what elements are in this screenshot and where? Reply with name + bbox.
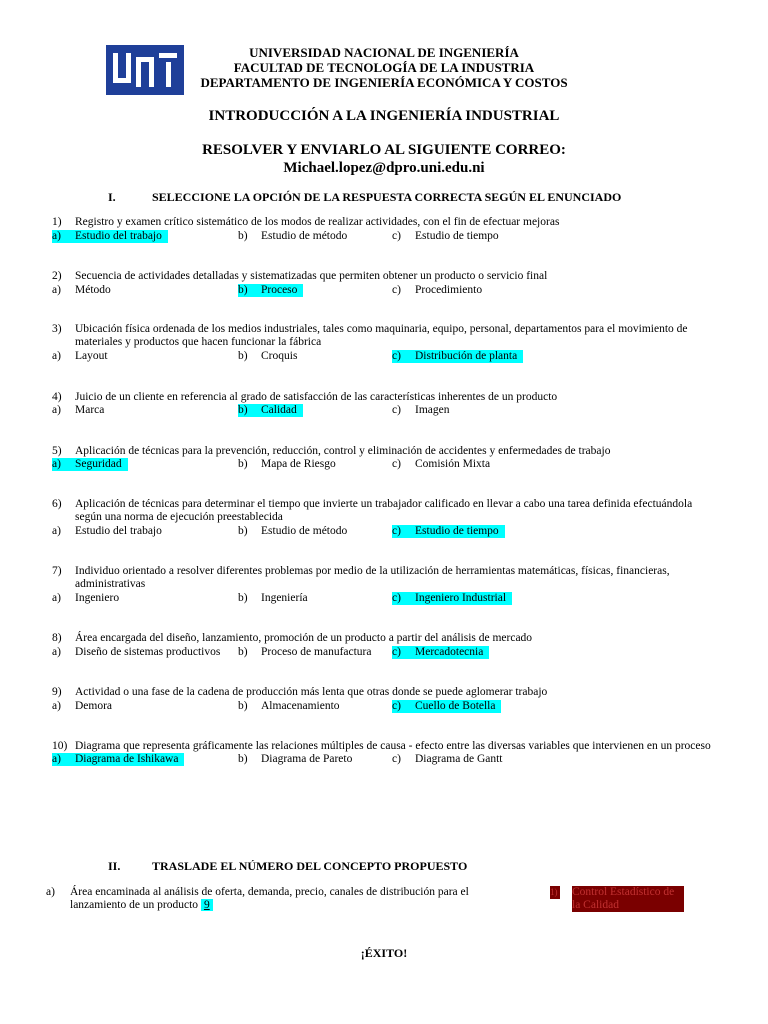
option-letter: c) <box>392 350 401 362</box>
option-c[interactable] <box>392 753 509 766</box>
question-text: Aplicación de técnicas para la prevención, reducción, control y eliminación de accidentes y enfermedades de trabajo <box>75 445 611 457</box>
option-text: Demora <box>75 700 113 712</box>
option-letter: b) <box>238 525 248 537</box>
option-b[interactable] <box>238 525 353 538</box>
option-b[interactable] <box>238 230 353 243</box>
option-letter: a) <box>52 458 61 470</box>
option-c[interactable] <box>392 350 523 363</box>
option-letter: c) <box>392 230 401 242</box>
option-c[interactable] <box>392 404 455 417</box>
option-a[interactable] <box>52 646 226 659</box>
option-letter: c) <box>392 284 401 296</box>
option-letter: c) <box>392 404 401 416</box>
option-letter: c) <box>392 592 401 604</box>
option-text: Diagrama de Ishikawa <box>75 753 179 765</box>
course-title: INTRODUCCIÓN A LA INGENIERÍA INDUSTRIAL <box>208 108 560 124</box>
question-text: Actividad o una fase de la cadena de producción más lenta que otras donde se puede aglomerar trabajo <box>75 686 548 698</box>
option-letter: a) <box>52 230 61 242</box>
option-text: Diagrama de Gantt <box>415 753 503 765</box>
question-text: Aplicación de técnicas para determinar el tiempo que invierte un trabajador calificado en llevar a cabo una tarea definida efectuándola según una norma de ejecución preestablecida <box>75 498 693 523</box>
option-letter: c) <box>392 646 401 658</box>
option-text: Procedimiento <box>415 284 483 296</box>
concept-letter: a) <box>46 886 55 898</box>
option-text: Calidad <box>261 404 297 416</box>
option-text: Croquis <box>261 350 298 362</box>
question-text: Diagrama que representa gráficamente las relaciones múltiples de causa - efecto entre las diversas variables que intervienen en un proceso <box>75 740 711 752</box>
option-c[interactable] <box>392 284 488 297</box>
option-letter: b) <box>238 753 248 765</box>
option-letter: b) <box>238 404 248 416</box>
option-b[interactable] <box>238 700 346 713</box>
option-b[interactable] <box>238 646 377 659</box>
question-number: 2) <box>52 270 62 282</box>
option-letter: c) <box>392 525 401 537</box>
option-letter: c) <box>392 753 401 765</box>
question-number: 5) <box>52 445 62 457</box>
option-text: Método <box>75 284 111 296</box>
concept-box-text: Control Estadístico de la Calidad <box>572 886 684 912</box>
faculty-name: FACULTAD DE TECNOLOGÍA DE LA INDUSTRIA <box>233 60 535 75</box>
option-text: Comisión Mixta <box>415 458 491 470</box>
option-a[interactable] <box>52 404 110 417</box>
option-letter: b) <box>238 592 248 604</box>
option-c[interactable] <box>392 458 496 471</box>
option-text: Proceso <box>261 284 298 296</box>
option-text: Imagen <box>415 404 450 416</box>
option-c[interactable] <box>392 646 489 659</box>
option-letter: b) <box>238 284 248 296</box>
option-a[interactable] <box>52 284 117 297</box>
question-number: 4) <box>52 391 62 403</box>
option-text: Ingeniero Industrial <box>415 592 507 604</box>
option-a[interactable] <box>52 350 114 363</box>
option-text: Diseño de sistemas productivos <box>75 646 221 658</box>
option-letter: c) <box>392 700 401 712</box>
option-letter: b) <box>238 646 248 658</box>
concept-text: Área encaminada al análisis de oferta, demanda, precio, canales de distribución para el lanzamiento de un producto <box>70 886 469 911</box>
concept-box-number <box>550 886 560 899</box>
option-letter: a) <box>52 646 61 658</box>
option-a[interactable] <box>52 753 184 766</box>
question-text: Registro y examen crítico sistemático de los modos de realizar actividades, con el fin de efectuar mejoras <box>75 216 560 228</box>
option-text: Marca <box>75 404 105 416</box>
university-name: UNIVERSIDAD NACIONAL DE INGENIERÍA <box>249 45 519 60</box>
section2-numeral: II. <box>108 859 121 873</box>
option-b[interactable] <box>238 284 303 297</box>
option-a[interactable] <box>52 592 125 605</box>
question-number: 6) <box>52 498 62 510</box>
option-b[interactable] <box>238 458 342 471</box>
option-c[interactable] <box>392 525 505 538</box>
option-a[interactable] <box>52 230 168 243</box>
option-text: Estudio de método <box>261 230 348 242</box>
option-a[interactable] <box>52 700 118 713</box>
option-b[interactable] <box>238 753 358 766</box>
option-text: Mercadotecnia <box>415 646 484 658</box>
question-number: 9) <box>52 686 62 698</box>
question-number: 3) <box>52 323 62 335</box>
option-c[interactable] <box>392 230 505 243</box>
option-letter: a) <box>52 525 61 537</box>
option-b[interactable] <box>238 592 314 605</box>
question-text: Secuencia de actividades detalladas y sistematizadas que permiten obtener un producto o servicio final <box>75 270 548 282</box>
option-text: Estudio del trabajo <box>75 230 162 242</box>
concept-box-number-text: 1) <box>550 887 558 897</box>
question-text: Individuo orientado a resolver diferentes problemas por medio de la utilización de herramientas matemáticas, físicas, financieras, administrativas <box>75 565 670 590</box>
section2-title: TRASLADE EL NÚMERO DEL CONCEPTO PROPUESTO <box>152 859 468 873</box>
option-text: Estudio de tiempo <box>415 230 499 242</box>
department-name: DEPARTAMENTO DE INGENIERÍA ECONÓMICA Y COSTOS <box>200 75 568 90</box>
option-text: Layout <box>75 350 108 362</box>
email-address: Michael.lopez@dpro.uni.edu.ni <box>283 160 485 176</box>
uni-logo <box>106 45 184 95</box>
question-number: 7) <box>52 565 62 577</box>
question-text: Juicio de un cliente en referencia al grado de satisfacción de las características inherentes de un producto <box>75 391 558 403</box>
option-b[interactable] <box>238 350 303 363</box>
option-text: Mapa de Riesgo <box>261 458 336 470</box>
option-text: Proceso de manufactura <box>261 646 372 658</box>
option-text: Estudio de método <box>261 525 348 537</box>
option-letter: b) <box>238 350 248 362</box>
option-letter: a) <box>52 753 61 765</box>
option-a[interactable] <box>52 525 168 538</box>
option-letter: b) <box>238 230 248 242</box>
option-letter: a) <box>52 404 61 416</box>
option-letter: a) <box>52 350 61 362</box>
option-a[interactable] <box>52 458 128 471</box>
section1-numeral: I. <box>108 190 116 204</box>
option-text: Almacenamiento <box>261 700 340 712</box>
option-text: Distribución de planta <box>415 350 518 362</box>
closing-message: ¡ÉXITO! <box>360 946 408 960</box>
option-text: Ingeniero <box>75 592 120 604</box>
section1-title: SELECCIONE LA OPCIÓN DE LA RESPUESTA CORRECTA SEGÚN EL ENUNCIADO <box>152 190 622 204</box>
option-text: Seguridad <box>75 458 122 470</box>
option-letter: a) <box>52 592 61 604</box>
concept-answer: 9 <box>201 899 213 911</box>
option-text: Diagrama de Pareto <box>261 753 353 765</box>
option-b[interactable] <box>238 404 303 417</box>
question-number: 10) <box>52 740 68 752</box>
concept-question <box>70 886 470 912</box>
option-letter: b) <box>238 700 248 712</box>
instruction-text: RESOLVER Y ENVIARLO AL SIGUIENTE CORREO: <box>202 142 566 158</box>
question-text: Ubicación física ordenada de los medios industriales, tales como maquinaria, equipo, personal, departamentos para el movimiento de materiales y productos que hacen funcionar la fábrica <box>75 323 688 348</box>
option-c[interactable] <box>392 592 512 605</box>
option-c[interactable] <box>392 700 501 713</box>
option-text: Estudio del trabajo <box>75 525 162 537</box>
option-text: Ingeniería <box>261 592 308 604</box>
option-letter: a) <box>52 700 61 712</box>
option-letter: c) <box>392 458 401 470</box>
option-letter: b) <box>238 458 248 470</box>
question-text: Área encargada del diseño, lanzamiento, promoción de un producto a partir del análisis de mercado <box>75 632 533 644</box>
option-text: Cuello de Botella <box>415 700 496 712</box>
option-text: Estudio de tiempo <box>415 525 499 537</box>
question-number: 1) <box>52 216 62 228</box>
option-letter: a) <box>52 284 61 296</box>
question-number: 8) <box>52 632 62 644</box>
